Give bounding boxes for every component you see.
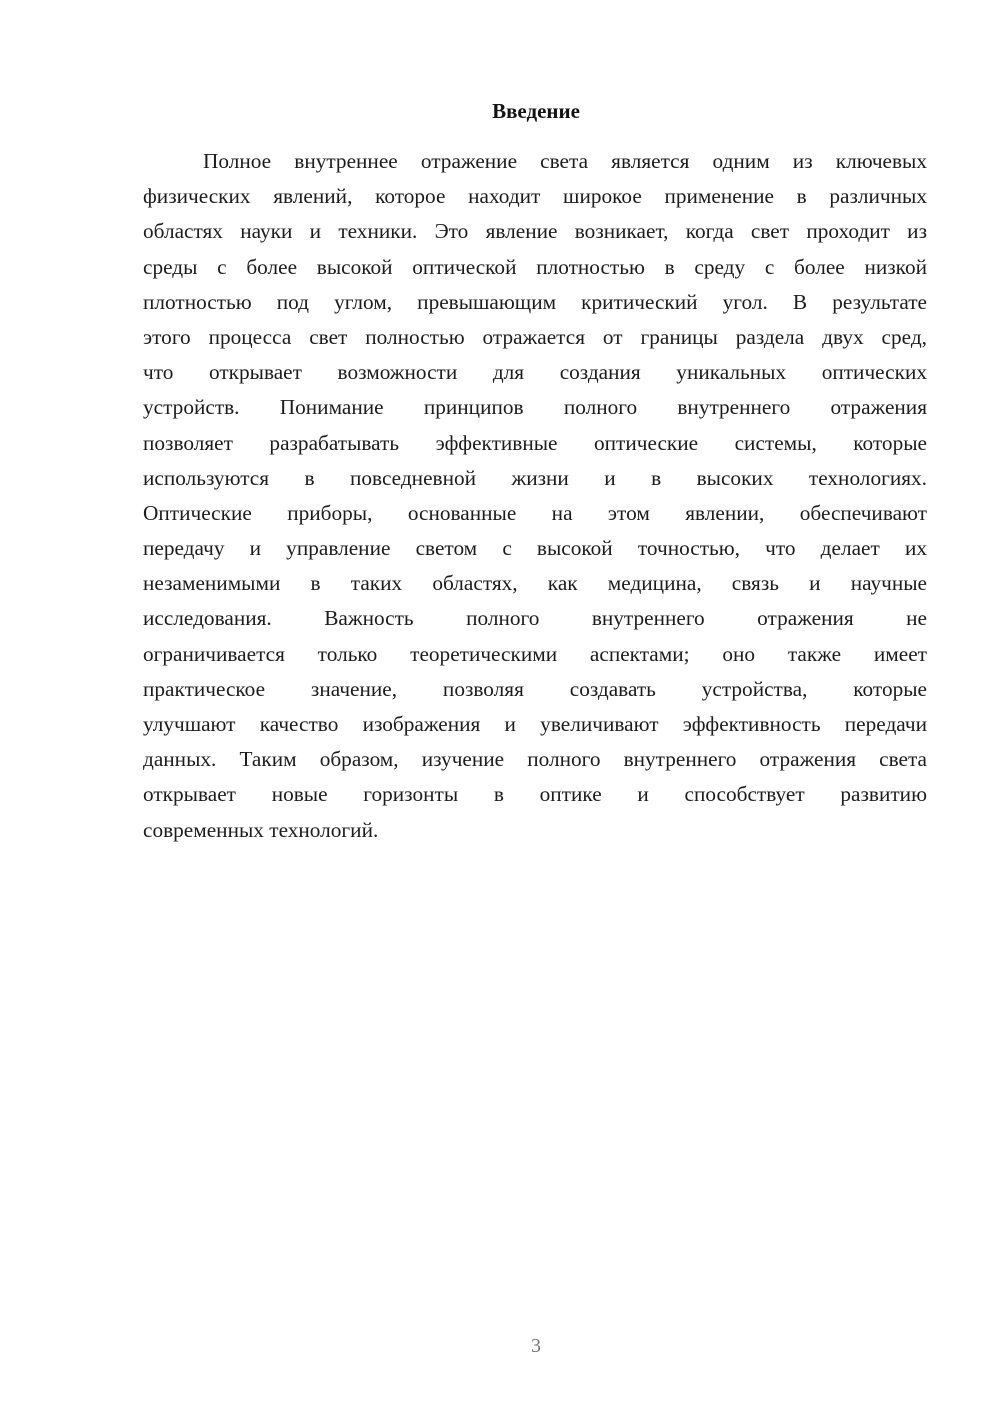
paragraph-line: областях науки и техники. Это явление возникает, когда свет проходит из [143,219,927,244]
paragraph-line: современных технологий. [143,817,379,842]
paragraph-line: ограничивается только теоретическими аспектами; оно также имеет [143,641,927,666]
paragraph-line: плотностью под углом, превышающим критический угол. В результате [143,289,927,314]
paragraph-line: Оптические приборы, основанные на этом явлении, обеспечивают [143,500,927,525]
paragraph-line: физических явлений, которое находит широкое применение в различных [143,184,927,209]
paragraph-line: передачу и управление светом с высокой точностью, что делает их [143,536,927,561]
paragraph-line: улучшают качество изображения и увеличивают эффективность передачи [143,712,927,736]
paragraph-line: что открывает возможности для создания уникальных оптических [143,360,927,385]
paragraph-line: исследования. Важность полного внутреннего отражения не [143,606,927,631]
page-number: 3 [531,1335,541,1357]
paragraph-line: используются в повседневной жизни и в высоких технологиях. [143,465,927,490]
body-paragraph [143,144,927,848]
paragraph-line: позволяет разрабатывать эффективные оптические системы, которые [143,430,927,455]
paragraph-line: открывает новые горизонты в оптике и способствует развитию [143,782,927,807]
paragraph-line: этого процесса свет полностью отражается от границы раздела двух сред, [143,324,927,349]
paragraph-line: незаменимыми в таких областях, как медицина, связь и научные [143,571,927,596]
paragraph-line: данных. Таким образом, изучение полного внутреннего отражения света [143,747,927,772]
paragraph-line: практическое значение, позволяя создавать устройства, которые [143,676,927,701]
paragraph-line: устройств. Понимание принципов полного внутреннего отражения [143,395,927,420]
paragraph-line: среды с более высокой оптической плотностью в среду с более низкой [143,254,927,279]
paragraph-line: Полное внутреннее отражение света является одним из ключевых [203,149,927,173]
section-heading: Введение [492,99,580,123]
